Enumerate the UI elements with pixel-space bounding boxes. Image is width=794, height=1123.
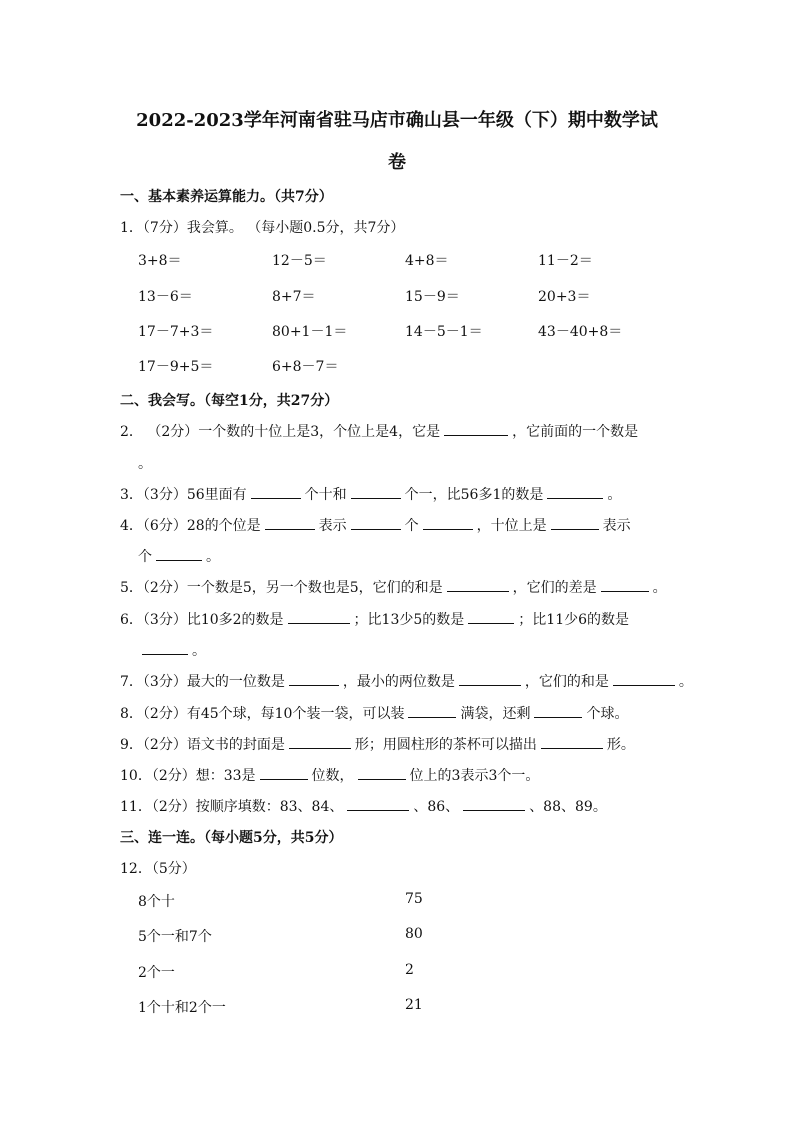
section-heading-1: 一、基本素养运算能力。（共7分） — [120, 189, 333, 205]
answer-blank[interactable] — [288, 609, 350, 624]
match-right-item[interactable]: 2 — [405, 962, 414, 978]
question-text: 个 — [404, 518, 419, 534]
question-text: 9．（2分）语文书的封面是 — [120, 737, 285, 753]
page-title-line1: 2022-2023学年河南省驻马店市确山县一年级（下）期中数学试 — [136, 110, 658, 131]
question-text: 。 — [652, 580, 667, 596]
question-text: 8．（2分）有45个球，每10个装一袋，可以装 — [120, 706, 405, 722]
answer-blank[interactable] — [601, 577, 649, 592]
question-text: 形。 — [606, 737, 635, 753]
question-text: 、88、89。 — [529, 799, 607, 815]
question-text: 表示 — [318, 518, 347, 534]
question-7 — [120, 671, 693, 691]
question-text: 。 — [678, 674, 693, 690]
question-text: ；比11少6的数是 — [518, 612, 630, 628]
question-text: 5．（2分）一个数是5，另一个数也是5，它们的和是 — [120, 580, 443, 596]
calc-item: 17－9+5＝ — [138, 359, 214, 375]
question-text: 11．（2分）按顺序填数：83、84、 — [120, 799, 344, 815]
answer-blank[interactable] — [551, 515, 599, 530]
calc-item: 6+8－7＝ — [272, 359, 339, 375]
question-12-header: 12．（5分） — [120, 861, 196, 877]
question-text: 6．（3分）比10多2的数是 — [120, 612, 284, 628]
question-9 — [120, 734, 635, 754]
match-left-item[interactable]: 2个一 — [138, 965, 175, 981]
calc-item: 14－5－1＝ — [405, 324, 483, 340]
question-text: 4．（6分）28的个位是 — [120, 518, 261, 534]
calc-item: 15－9＝ — [405, 289, 460, 305]
answer-blank[interactable] — [423, 515, 473, 530]
answer-blank[interactable] — [358, 765, 406, 780]
question-text: ，它前面的一个数是 — [512, 424, 639, 440]
question-2-cont: 。 — [138, 456, 152, 472]
question-text: 个 — [138, 549, 152, 565]
answer-blank[interactable] — [260, 765, 308, 780]
question-text: 10．（2分）想：33是 — [120, 768, 256, 784]
question-4 — [120, 515, 631, 535]
answer-blank[interactable] — [459, 671, 521, 686]
question-text: 3．（3分）56里面有 — [120, 487, 247, 503]
question-text: 形；用圆柱形的茶杯可以描出 — [354, 737, 537, 753]
answer-blank[interactable] — [463, 796, 525, 811]
calc-item: 43－40+8＝ — [538, 324, 623, 340]
question-text: 。 — [206, 549, 220, 565]
question-text: 。 — [192, 643, 206, 659]
question-text: 位数， — [311, 768, 354, 784]
question-6-cont — [138, 640, 206, 660]
match-left-item[interactable]: 1个十和2个一 — [138, 1000, 226, 1016]
calc-item: 8+7＝ — [272, 289, 316, 305]
answer-blank[interactable] — [142, 640, 188, 655]
answer-blank[interactable] — [351, 484, 401, 499]
question-1-header: 1．（7分）我会算。 （每小题0.5分，共7分） — [120, 220, 405, 236]
question-text: 个一，比56多1的数是 — [404, 487, 544, 503]
question-text: 2． （2分）一个数的十位上是3，个位上是4，它是 — [120, 424, 441, 440]
calc-item: 20+3＝ — [538, 289, 591, 305]
match-right-item[interactable]: 75 — [405, 891, 423, 907]
section-heading-3: 三、连一连。（每小题5分，共5分） — [120, 830, 343, 846]
section-heading-2: 二、我会写。（每空1分，共27分） — [120, 393, 339, 409]
question-10 — [120, 765, 539, 785]
question-text: 个十和 — [304, 487, 347, 503]
match-right-item[interactable]: 21 — [405, 997, 423, 1013]
answer-blank[interactable] — [289, 671, 339, 686]
answer-blank[interactable] — [265, 515, 315, 530]
question-text: 表示 — [602, 518, 631, 534]
answer-blank[interactable] — [613, 671, 675, 686]
answer-blank[interactable] — [156, 546, 202, 561]
answer-blank[interactable] — [534, 703, 582, 718]
question-text: 、86、 — [413, 799, 460, 815]
calc-item: 3+8＝ — [138, 253, 182, 269]
question-text: ，最小的两位数是 — [342, 674, 455, 690]
question-text: 位上的3表示3个一。 — [409, 768, 540, 784]
answer-blank[interactable] — [289, 734, 351, 749]
question-text: ，它们的和是 — [524, 674, 609, 690]
answer-blank[interactable] — [251, 484, 301, 499]
page-title-line2: 卷 — [388, 152, 406, 173]
question-text: ，它们的差是 — [512, 580, 597, 596]
answer-blank[interactable] — [408, 703, 456, 718]
question-6 — [120, 609, 629, 629]
calc-item: 12－5＝ — [272, 253, 327, 269]
answer-blank[interactable] — [547, 484, 603, 499]
calc-item: 11－2＝ — [538, 253, 593, 269]
question-5 — [120, 577, 667, 597]
question-11 — [120, 796, 607, 816]
answer-blank[interactable] — [447, 577, 509, 592]
question-8 — [120, 703, 628, 723]
match-right-item[interactable]: 80 — [405, 926, 423, 942]
question-2 — [120, 421, 638, 441]
answer-blank[interactable] — [351, 515, 401, 530]
calc-item: 17－7+3＝ — [138, 324, 214, 340]
match-left-item[interactable]: 8个十 — [138, 894, 175, 910]
answer-blank[interactable] — [541, 734, 603, 749]
calc-item: 80+1－1＝ — [272, 324, 348, 340]
question-text: ，十位上是 — [476, 518, 547, 534]
question-text: 满袋，还剩 — [460, 706, 531, 722]
question-text: 。 — [607, 487, 622, 503]
answer-blank[interactable] — [347, 796, 409, 811]
match-left-item[interactable]: 5个一和7个 — [138, 929, 212, 945]
question-text: ；比13少5的数是 — [353, 612, 465, 628]
question-text: 7．（3分）最大的一位数是 — [120, 674, 285, 690]
question-text: 个球。 — [586, 706, 629, 722]
answer-blank[interactable] — [468, 609, 514, 624]
question-3 — [120, 484, 621, 504]
answer-blank[interactable] — [444, 421, 508, 436]
calc-item: 13－6＝ — [138, 289, 193, 305]
calc-item: 4+8＝ — [405, 253, 449, 269]
question-4-cont — [138, 546, 220, 566]
